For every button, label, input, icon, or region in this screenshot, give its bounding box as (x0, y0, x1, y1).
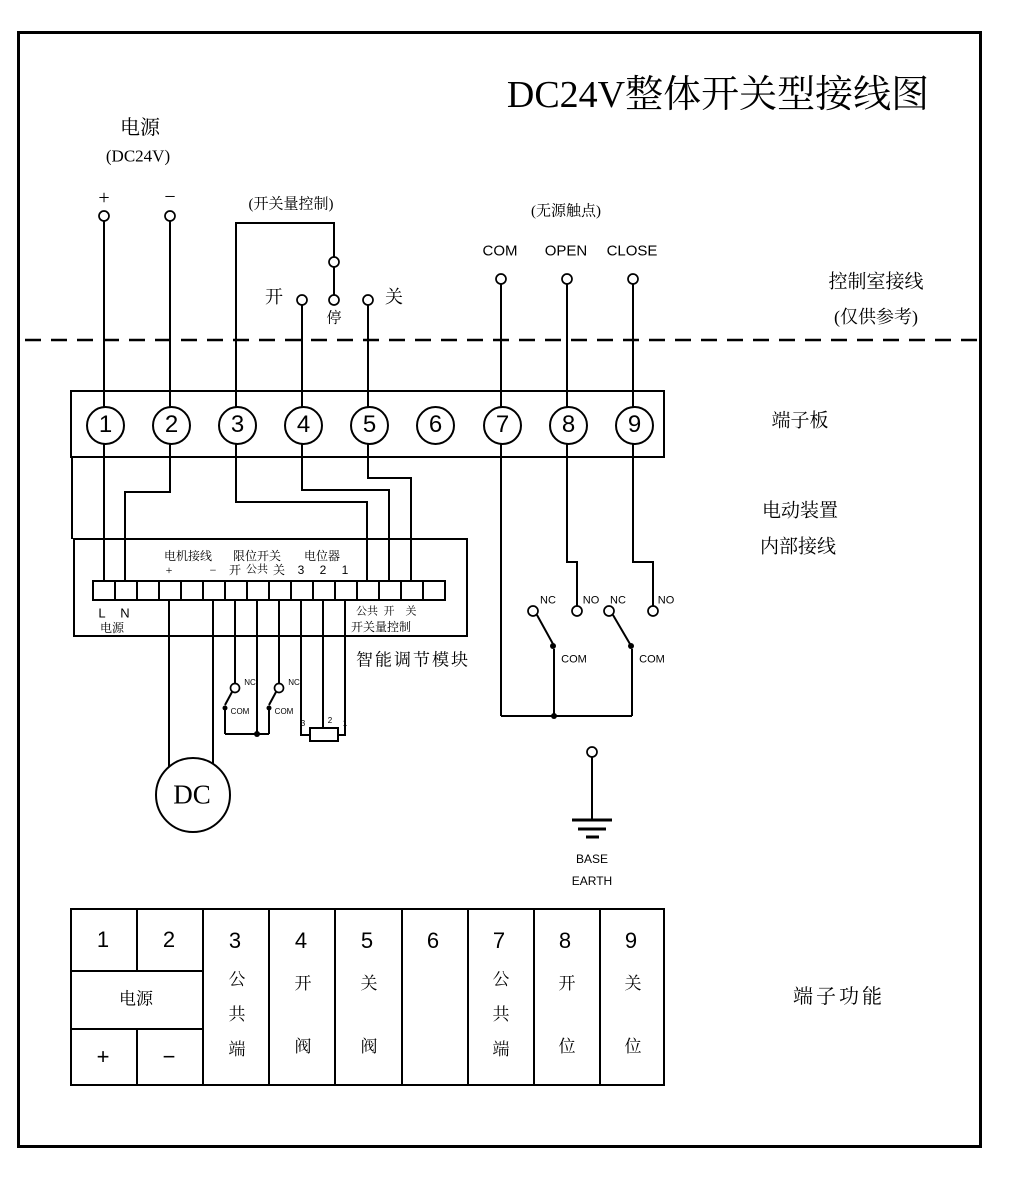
open-en-label: OPEN (544, 242, 588, 260)
terminal-circle-6: 6 (416, 406, 455, 445)
pot-group-label: 电位器 (303, 549, 341, 563)
table-func-7: 公共端 (489, 970, 509, 1075)
module-below-l: L (98, 605, 106, 621)
motor-group-label: 电机接线 (163, 549, 213, 563)
limit-sw2-nc-label: NC (288, 678, 300, 687)
earth-symbol (572, 757, 612, 837)
minus-terminal-label: − (164, 186, 176, 208)
terminal-circle-1: 1 (86, 406, 125, 445)
terminal-circle-2: 2 (152, 406, 191, 445)
table-func-3: 公共端 (225, 970, 245, 1075)
control-room-note: 控制室接线 (828, 271, 924, 293)
close-en-label: CLOSE (606, 242, 658, 260)
table-num-1: 1 (96, 927, 110, 952)
table-line (70, 970, 202, 972)
module-pin-open: 开 (228, 563, 242, 577)
table-line (136, 908, 138, 970)
module-terminal-cell (202, 580, 224, 601)
table-line (467, 908, 469, 1086)
module-terminal-cell (180, 580, 202, 601)
module-below-n: N (120, 605, 130, 621)
table-func-9: 关位 (621, 974, 641, 1100)
module-terminal-cell (378, 580, 400, 601)
power-label: 电源 (120, 117, 160, 139)
module-pin-plus: + (165, 563, 173, 577)
table-line (533, 908, 535, 1086)
module-below-switch-ctrl: 开关量控制 (350, 620, 412, 634)
module-terminal-cell (312, 580, 334, 601)
module-terminal-cell (334, 580, 356, 601)
table-line (599, 908, 601, 1086)
table-func-8: 开位 (555, 974, 575, 1100)
table-line (202, 908, 204, 1086)
module-below-open: 开 (383, 605, 395, 618)
table-plus-label: + (96, 1044, 110, 1069)
terminal-circle-9: 9 (615, 406, 654, 445)
module-terminal-cell (246, 580, 268, 601)
plus-terminal-label: + (98, 187, 110, 209)
earth-earth-label: EARTH (571, 874, 613, 888)
relay1-no-label: NO (582, 594, 600, 607)
table-func-4: 开阀 (291, 974, 311, 1100)
module-pin-close: 关 (272, 563, 286, 577)
device-internal-label-2: 内部接线 (759, 536, 837, 558)
module-terminal-cell (290, 580, 312, 601)
switch-control-label: (开关量控制) (248, 196, 334, 213)
module-below-power: 电源 (99, 621, 125, 635)
module-terminal-cell (400, 580, 422, 601)
open-cn-label: 开 (265, 287, 283, 307)
module-terminal-cell (224, 580, 246, 601)
relay1-com-label: COM (561, 653, 587, 666)
table-num-7: 7 (492, 928, 506, 953)
module-pin-common: 公共 (246, 563, 268, 576)
relay1-nc-label: NC (540, 594, 556, 607)
terminal-circle-7: 7 (483, 406, 522, 445)
terminal-circle-4: 4 (284, 406, 323, 445)
pot-pin-3-label: 3 (300, 719, 306, 728)
table-power-label: 电源 (119, 989, 153, 1009)
close-cn-label: 关 (385, 287, 403, 307)
module-below-close: 关 (405, 605, 417, 618)
connection-terminals (99, 211, 658, 757)
limit-sw2-com-label: COM (274, 707, 294, 716)
table-num-8: 8 (558, 928, 572, 953)
module-terminal-cell (268, 580, 290, 601)
stop-cn-label: 停 (326, 310, 342, 327)
device-internal-label-1: 电动装置 (761, 500, 839, 522)
table-line (268, 908, 270, 1086)
table-func-5: 关阀 (357, 974, 377, 1100)
terminal-circle-5: 5 (350, 406, 389, 445)
table-line (334, 908, 336, 1086)
module-name-label: 智能调节模块 (356, 650, 470, 670)
relay2-com-label: COM (639, 653, 665, 666)
module-terminal-cell (158, 580, 180, 601)
motor-dc-label: DC (173, 779, 211, 810)
reference-note: (仅供参考) (834, 307, 918, 327)
limit-sw1-com-label: COM (230, 707, 250, 716)
potentiometer-body (310, 728, 338, 741)
table-line (136, 1028, 138, 1086)
earth-base-label: BASE (575, 852, 609, 866)
table-minus-label: − (162, 1044, 176, 1069)
module-terminal-cell (356, 580, 378, 601)
limit-group-label: 限位开关 (232, 549, 282, 563)
table-num-2: 2 (162, 927, 176, 952)
limit-sw1-nc-label: NC (244, 678, 256, 687)
relay2-no-label: NO (657, 594, 675, 607)
relay2-nc-label: NC (610, 594, 626, 607)
table-num-6: 6 (426, 928, 440, 953)
table-line (401, 908, 403, 1086)
module-pin-3: 3 (297, 563, 305, 577)
terminal-circle-8: 8 (549, 406, 588, 445)
module-terminal-cell (92, 580, 114, 601)
table-num-3: 3 (228, 928, 242, 953)
module-terminal-cell (114, 580, 136, 601)
module-terminal-cell (422, 580, 446, 601)
module-pin-1: 1 (341, 563, 349, 577)
module-pin-minus: − (209, 563, 217, 577)
page-title: DC24V整体开关型接线图 (506, 74, 930, 116)
table-num-9: 9 (624, 928, 638, 953)
pot-pin-1-label: 1 (342, 719, 348, 728)
terminal-board-label: 端子板 (771, 410, 829, 432)
relay-wires (501, 458, 653, 716)
com-label: COM (482, 242, 518, 260)
dry-contact-label: (无源触点) (531, 203, 601, 220)
terminal-circle-3: 3 (218, 406, 257, 445)
module-terminal-cell (136, 580, 158, 601)
module-below-common: 公共 (356, 605, 378, 618)
power-voltage-label: (DC24V) (105, 146, 171, 166)
module-terminal-strip (92, 580, 446, 601)
terminal-function-label: 端子功能 (793, 986, 885, 1008)
table-num-5: 5 (360, 928, 374, 953)
table-line (70, 1028, 202, 1030)
table-num-4: 4 (294, 928, 308, 953)
module-pin-2: 2 (319, 563, 327, 577)
pot-pin-2-label: 2 (327, 716, 333, 725)
